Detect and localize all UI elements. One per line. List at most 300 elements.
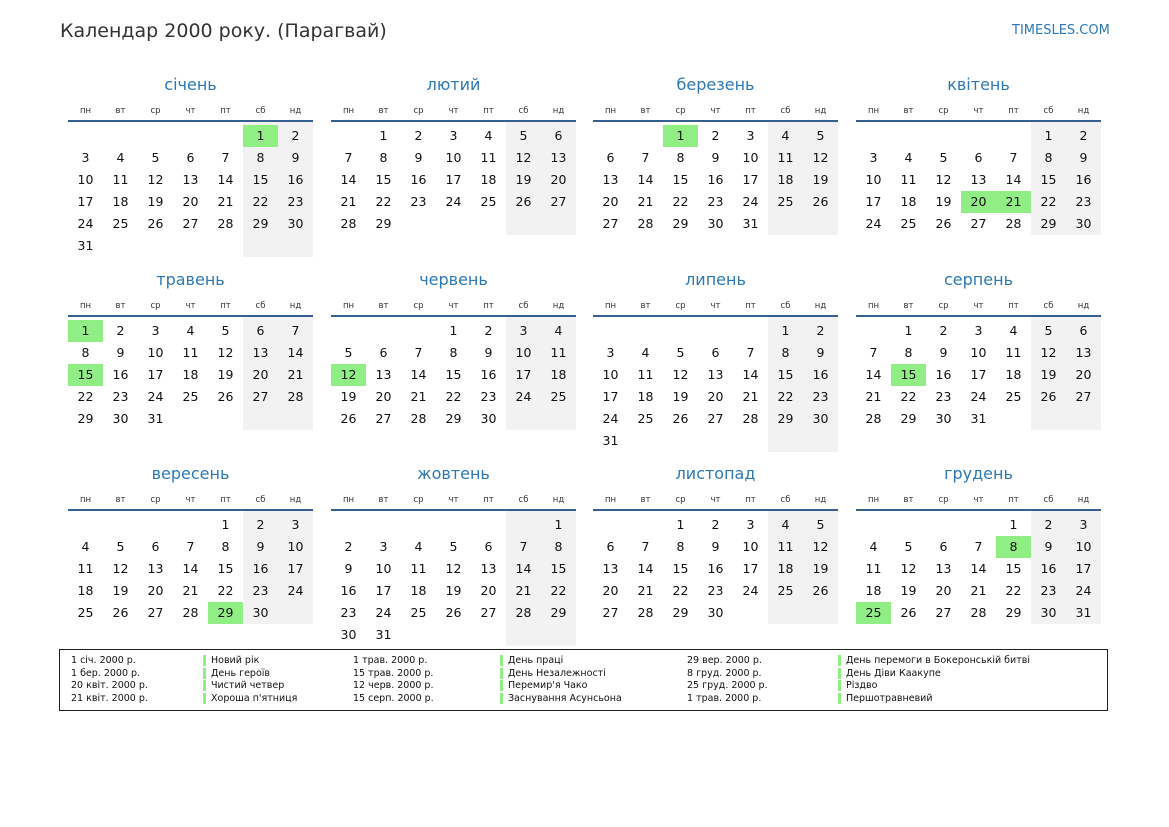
day-cell: 5 xyxy=(151,150,160,165)
day-cell: 18 xyxy=(77,583,94,598)
weekday-header: нд xyxy=(1077,106,1090,116)
day-cell: 4 xyxy=(781,128,790,143)
legend-holiday-name: День перемоги в Бокеронській битві xyxy=(838,655,1030,666)
holiday-day-cell: 1 xyxy=(663,125,698,147)
weekday-header: пн xyxy=(79,301,92,311)
day-cell: 1 xyxy=(449,323,458,338)
weekday-header: ср xyxy=(938,106,949,116)
day-cell: 5 xyxy=(1044,323,1053,338)
weekday-header: нд xyxy=(552,106,565,116)
day-cell: 21 xyxy=(410,389,427,404)
day-cell: 10 xyxy=(445,150,462,165)
day-cell: 4 xyxy=(641,345,650,360)
day-cell: 15 xyxy=(445,367,462,382)
day-cell: 19 xyxy=(112,583,129,598)
weekday-header: пт xyxy=(745,495,756,505)
day-cell: 16 xyxy=(707,561,724,576)
weekday-header: пт xyxy=(483,106,494,116)
month-name: січень xyxy=(164,75,217,94)
day-cell: 27 xyxy=(935,605,952,620)
day-cell: 20 xyxy=(707,389,724,404)
day-cell: 30 xyxy=(1040,605,1057,620)
day-cell: 9 xyxy=(1079,150,1088,165)
day-cell: 12 xyxy=(1040,345,1057,360)
weekday-header: пн xyxy=(79,106,92,116)
day-cell: 20 xyxy=(602,194,619,209)
day-cell: 10 xyxy=(77,172,94,187)
day-cell: 26 xyxy=(812,583,829,598)
day-cell: 30 xyxy=(707,216,724,231)
day-cell: 6 xyxy=(606,150,615,165)
weekday-header: нд xyxy=(289,495,302,505)
day-cell: 30 xyxy=(707,605,724,620)
weekday-header: сб xyxy=(255,495,266,505)
weekday-header: ср xyxy=(413,301,424,311)
day-cell: 25 xyxy=(1005,389,1022,404)
day-cell: 11 xyxy=(112,172,129,187)
day-cell: 29 xyxy=(1005,605,1022,620)
day-cell: 5 xyxy=(816,128,825,143)
weekday-header: чт xyxy=(448,301,459,311)
weekday-header: пт xyxy=(220,495,231,505)
day-cell: 22 xyxy=(777,389,794,404)
day-cell: 21 xyxy=(515,583,532,598)
day-cell: 29 xyxy=(900,411,917,426)
weekday-header: нд xyxy=(1077,495,1090,505)
day-cell: 20 xyxy=(182,194,199,209)
day-cell: 21 xyxy=(340,194,357,209)
holiday-day-cell: 25 xyxy=(856,602,891,624)
day-cell: 29 xyxy=(77,411,94,426)
day-cell: 17 xyxy=(77,194,94,209)
day-cell: 13 xyxy=(935,561,952,576)
day-cell: 31 xyxy=(602,433,619,448)
day-cell: 3 xyxy=(449,128,458,143)
day-cell: 16 xyxy=(340,583,357,598)
day-cell: 19 xyxy=(812,561,829,576)
day-cell: 27 xyxy=(602,605,619,620)
day-cell: 15 xyxy=(1040,172,1057,187)
day-cell: 21 xyxy=(637,583,654,598)
legend-date: 15 серп. 2000 р. xyxy=(353,693,434,705)
day-cell: 21 xyxy=(217,194,234,209)
day-cell: 15 xyxy=(375,172,392,187)
day-cell: 13 xyxy=(1075,345,1092,360)
day-cell: 3 xyxy=(151,323,160,338)
month-4 xyxy=(856,75,1101,265)
weekday-header: вт xyxy=(640,495,651,505)
weekday-header: чт xyxy=(973,495,984,505)
day-cell: 23 xyxy=(287,194,304,209)
day-cell: 26 xyxy=(935,216,952,231)
weekday-header: вт xyxy=(903,301,914,311)
day-cell: 28 xyxy=(742,411,759,426)
day-cell: 15 xyxy=(672,172,689,187)
day-cell: 24 xyxy=(1075,583,1092,598)
day-cell: 24 xyxy=(602,411,619,426)
day-cell: 24 xyxy=(375,605,392,620)
day-cell: 10 xyxy=(742,539,759,554)
weekday-header: вт xyxy=(115,301,126,311)
brand-link[interactable]: TIMESLES.COM xyxy=(1012,23,1110,38)
weekday-header: чт xyxy=(973,301,984,311)
day-cell: 27 xyxy=(182,216,199,231)
day-cell: 13 xyxy=(480,561,497,576)
weekday-header: сб xyxy=(518,301,529,311)
day-cell: 12 xyxy=(935,172,952,187)
day-cell: 18 xyxy=(865,583,882,598)
day-cell: 8 xyxy=(256,150,265,165)
day-cell: 19 xyxy=(1040,367,1057,382)
day-cell: 13 xyxy=(147,561,164,576)
holiday-day-cell: 15 xyxy=(68,364,103,386)
day-cell: 6 xyxy=(484,539,493,554)
day-cell: 24 xyxy=(287,583,304,598)
legend-holiday-name: День героїв xyxy=(203,668,270,679)
day-cell: 11 xyxy=(182,345,199,360)
day-cell: 4 xyxy=(414,539,423,554)
day-cell: 4 xyxy=(554,323,563,338)
day-cell: 24 xyxy=(147,389,164,404)
day-cell: 7 xyxy=(746,345,755,360)
weekday-header: нд xyxy=(289,106,302,116)
holiday-day-cell: 15 xyxy=(891,364,926,386)
day-cell: 23 xyxy=(480,389,497,404)
day-cell: 26 xyxy=(217,389,234,404)
weekday-header: сб xyxy=(255,301,266,311)
weekday-header: пт xyxy=(220,106,231,116)
day-cell: 15 xyxy=(672,561,689,576)
day-cell: 19 xyxy=(900,583,917,598)
day-cell: 16 xyxy=(112,367,129,382)
day-cell: 3 xyxy=(1079,517,1088,532)
day-cell: 6 xyxy=(1079,323,1088,338)
day-cell: 30 xyxy=(1075,216,1092,231)
day-cell: 2 xyxy=(711,128,720,143)
day-cell: 3 xyxy=(291,517,300,532)
month-name: лютий xyxy=(426,75,481,94)
day-cell: 23 xyxy=(340,605,357,620)
day-cell: 8 xyxy=(1044,150,1053,165)
day-cell: 11 xyxy=(777,150,794,165)
day-cell: 12 xyxy=(515,150,532,165)
day-cell: 7 xyxy=(221,150,230,165)
day-cell: 23 xyxy=(1075,194,1092,209)
day-cell: 27 xyxy=(970,216,987,231)
day-cell: 4 xyxy=(116,150,125,165)
day-cell: 17 xyxy=(970,367,987,382)
legend-date: 1 бер. 2000 р. xyxy=(71,667,141,679)
day-cell: 29 xyxy=(252,216,269,231)
day-cell: 2 xyxy=(816,323,825,338)
day-cell: 15 xyxy=(217,561,234,576)
day-cell: 5 xyxy=(816,517,825,532)
day-cell: 23 xyxy=(707,194,724,209)
day-cell: 14 xyxy=(217,172,234,187)
day-cell: 5 xyxy=(519,128,528,143)
day-cell: 9 xyxy=(344,561,353,576)
day-cell: 4 xyxy=(904,150,913,165)
day-cell: 16 xyxy=(480,367,497,382)
day-cell: 21 xyxy=(637,194,654,209)
day-cell: 2 xyxy=(256,517,265,532)
day-cell: 19 xyxy=(445,583,462,598)
weekday-header: нд xyxy=(289,301,302,311)
day-cell: 28 xyxy=(182,605,199,620)
day-cell: 6 xyxy=(554,128,563,143)
day-cell: 16 xyxy=(1075,172,1092,187)
day-cell: 27 xyxy=(550,194,567,209)
day-cell: 10 xyxy=(375,561,392,576)
month-name: листопад xyxy=(675,464,756,483)
day-cell: 18 xyxy=(550,367,567,382)
day-cell: 16 xyxy=(410,172,427,187)
weekday-header: пн xyxy=(342,495,355,505)
day-cell: 4 xyxy=(781,517,790,532)
day-cell: 7 xyxy=(344,150,353,165)
day-cell: 31 xyxy=(77,238,94,253)
day-cell: 11 xyxy=(77,561,94,576)
day-cell: 30 xyxy=(252,605,269,620)
day-cell: 7 xyxy=(869,345,878,360)
day-cell: 29 xyxy=(375,216,392,231)
day-cell: 30 xyxy=(935,411,952,426)
day-cell: 14 xyxy=(410,367,427,382)
weekday-header: вт xyxy=(378,106,389,116)
day-cell: 2 xyxy=(1079,128,1088,143)
weekday-header: пт xyxy=(483,301,494,311)
day-cell: 31 xyxy=(970,411,987,426)
weekday-header: сб xyxy=(518,106,529,116)
day-cell: 29 xyxy=(550,605,567,620)
day-cell: 26 xyxy=(147,216,164,231)
day-cell: 24 xyxy=(742,194,759,209)
day-cell: 26 xyxy=(672,411,689,426)
day-cell: 24 xyxy=(445,194,462,209)
day-cell: 23 xyxy=(252,583,269,598)
month-9 xyxy=(68,464,313,654)
day-cell: 7 xyxy=(291,323,300,338)
weekday-header: сб xyxy=(1043,301,1054,311)
legend-holiday-name: Різдво xyxy=(838,680,877,691)
day-cell: 19 xyxy=(217,367,234,382)
month-name: серпень xyxy=(944,270,1013,289)
day-cell: 30 xyxy=(812,411,829,426)
month-1 xyxy=(68,75,313,265)
day-cell: 13 xyxy=(707,367,724,382)
day-cell: 24 xyxy=(742,583,759,598)
day-cell: 31 xyxy=(375,627,392,642)
day-cell: 28 xyxy=(1005,216,1022,231)
day-cell: 17 xyxy=(1075,561,1092,576)
day-cell: 30 xyxy=(480,411,497,426)
month-5 xyxy=(68,270,313,460)
weekday-header: вт xyxy=(115,106,126,116)
day-cell: 14 xyxy=(742,367,759,382)
day-cell: 29 xyxy=(672,216,689,231)
day-cell: 21 xyxy=(970,583,987,598)
month-10 xyxy=(331,464,576,654)
day-cell: 10 xyxy=(287,539,304,554)
weekday-header: пт xyxy=(745,106,756,116)
day-cell: 12 xyxy=(812,539,829,554)
day-cell: 26 xyxy=(340,411,357,426)
day-cell: 10 xyxy=(147,345,164,360)
day-cell: 23 xyxy=(812,389,829,404)
day-cell: 2 xyxy=(1044,517,1053,532)
day-cell: 17 xyxy=(742,172,759,187)
day-cell: 14 xyxy=(287,345,304,360)
day-cell: 14 xyxy=(637,172,654,187)
day-cell: 23 xyxy=(707,583,724,598)
holiday-day-cell: 12 xyxy=(331,364,366,386)
day-cell: 22 xyxy=(550,583,567,598)
day-cell: 8 xyxy=(676,150,685,165)
weekday-header: сб xyxy=(1043,106,1054,116)
day-cell: 3 xyxy=(974,323,983,338)
day-cell: 27 xyxy=(252,389,269,404)
day-cell: 6 xyxy=(256,323,265,338)
day-cell: 28 xyxy=(865,411,882,426)
day-cell: 5 xyxy=(939,150,948,165)
weekday-header: вт xyxy=(640,106,651,116)
day-cell: 11 xyxy=(865,561,882,576)
month-name: грудень xyxy=(944,464,1013,483)
day-cell: 25 xyxy=(77,605,94,620)
day-cell: 24 xyxy=(77,216,94,231)
day-cell: 7 xyxy=(519,539,528,554)
weekday-header: чт xyxy=(185,106,196,116)
day-cell: 18 xyxy=(637,389,654,404)
day-cell: 26 xyxy=(812,194,829,209)
holiday-legend xyxy=(59,649,1108,711)
day-cell: 24 xyxy=(865,216,882,231)
legend-holiday-name: Чистий четвер xyxy=(203,680,284,691)
day-cell: 18 xyxy=(112,194,129,209)
month-6 xyxy=(331,270,576,460)
weekday-header: пт xyxy=(220,301,231,311)
day-cell: 28 xyxy=(217,216,234,231)
day-cell: 6 xyxy=(151,539,160,554)
day-cell: 27 xyxy=(707,411,724,426)
day-cell: 22 xyxy=(77,389,94,404)
day-cell: 14 xyxy=(637,561,654,576)
weekday-header: вт xyxy=(903,106,914,116)
weekday-header: сб xyxy=(780,301,791,311)
day-cell: 9 xyxy=(414,150,423,165)
day-cell: 10 xyxy=(742,150,759,165)
weekday-header: нд xyxy=(814,495,827,505)
day-cell: 20 xyxy=(480,583,497,598)
day-cell: 10 xyxy=(1075,539,1092,554)
day-cell: 30 xyxy=(112,411,129,426)
day-cell: 16 xyxy=(252,561,269,576)
day-cell: 3 xyxy=(81,150,90,165)
day-cell: 20 xyxy=(550,172,567,187)
legend-holiday-name: Заснування Асунсьона xyxy=(500,693,622,704)
day-cell: 25 xyxy=(900,216,917,231)
legend-holiday-name: День праці xyxy=(500,655,563,666)
day-cell: 7 xyxy=(1009,150,1018,165)
day-cell: 22 xyxy=(672,194,689,209)
weekday-header: чт xyxy=(185,495,196,505)
day-cell: 11 xyxy=(480,150,497,165)
day-cell: 22 xyxy=(445,389,462,404)
weekday-header: чт xyxy=(710,106,721,116)
day-cell: 18 xyxy=(480,172,497,187)
day-cell: 31 xyxy=(1075,605,1092,620)
legend-date: 8 груд. 2000 р. xyxy=(687,667,762,679)
day-cell: 19 xyxy=(672,389,689,404)
day-cell: 25 xyxy=(182,389,199,404)
day-cell: 21 xyxy=(742,389,759,404)
day-cell: 19 xyxy=(935,194,952,209)
day-cell: 7 xyxy=(186,539,195,554)
weekday-header: ср xyxy=(675,301,686,311)
day-cell: 22 xyxy=(217,583,234,598)
weekday-header: сб xyxy=(1043,495,1054,505)
holiday-day-cell: 1 xyxy=(243,125,278,147)
day-cell: 10 xyxy=(865,172,882,187)
weekday-header: пн xyxy=(867,106,880,116)
day-cell: 9 xyxy=(116,345,125,360)
day-cell: 2 xyxy=(344,539,353,554)
day-cell: 6 xyxy=(186,150,195,165)
day-cell: 16 xyxy=(812,367,829,382)
day-cell: 19 xyxy=(340,389,357,404)
day-cell: 18 xyxy=(182,367,199,382)
day-cell: 19 xyxy=(515,172,532,187)
weekday-header: вт xyxy=(378,301,389,311)
legend-date: 20 квіт. 2000 р. xyxy=(71,680,148,692)
legend-holiday-name: День Незалежності xyxy=(500,668,606,679)
day-cell: 2 xyxy=(484,323,493,338)
day-cell: 25 xyxy=(112,216,129,231)
day-cell: 26 xyxy=(1040,389,1057,404)
day-cell: 17 xyxy=(515,367,532,382)
day-cell: 11 xyxy=(550,345,567,360)
day-cell: 28 xyxy=(287,389,304,404)
weekday-header: пн xyxy=(604,495,617,505)
day-cell: 13 xyxy=(182,172,199,187)
day-cell: 3 xyxy=(869,150,878,165)
day-cell: 22 xyxy=(252,194,269,209)
legend-holiday-name: День Діви Каакупе xyxy=(838,668,941,679)
day-cell: 15 xyxy=(252,172,269,187)
day-cell: 28 xyxy=(410,411,427,426)
day-cell: 16 xyxy=(707,172,724,187)
day-cell: 20 xyxy=(375,389,392,404)
day-cell: 6 xyxy=(711,345,720,360)
weekday-header: пт xyxy=(1008,495,1019,505)
weekday-header: пт xyxy=(745,301,756,311)
day-cell: 20 xyxy=(935,583,952,598)
day-cell: 9 xyxy=(711,539,720,554)
day-cell: 25 xyxy=(550,389,567,404)
day-cell: 18 xyxy=(777,172,794,187)
weekday-header: сб xyxy=(780,106,791,116)
day-cell: 8 xyxy=(379,150,388,165)
day-cell: 28 xyxy=(637,605,654,620)
day-cell: 18 xyxy=(410,583,427,598)
month-7 xyxy=(593,270,838,460)
day-cell: 7 xyxy=(641,150,650,165)
holiday-day-cell: 8 xyxy=(996,536,1031,558)
month-2 xyxy=(331,75,576,265)
day-cell: 17 xyxy=(375,583,392,598)
weekday-header: чт xyxy=(710,301,721,311)
weekday-header: ср xyxy=(938,495,949,505)
